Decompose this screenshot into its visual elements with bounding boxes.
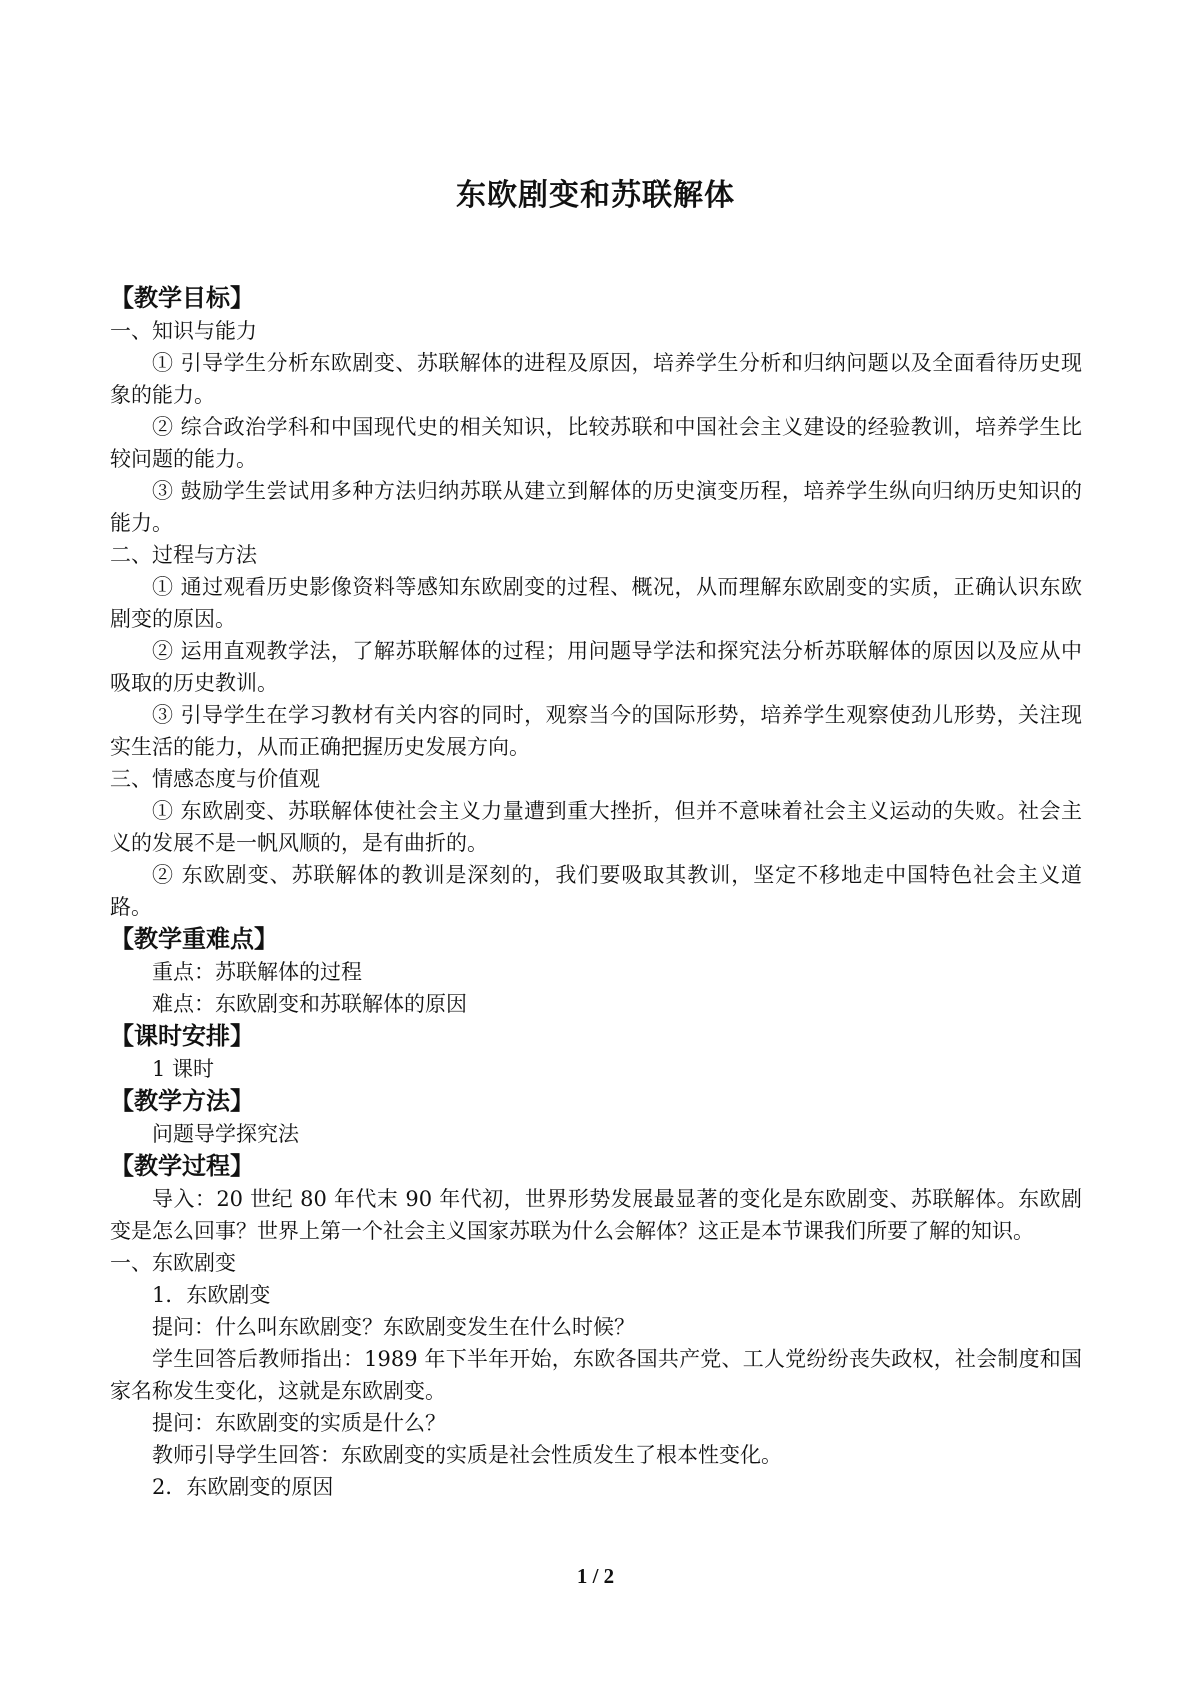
goal-item: ② 综合政治学科和中国现代史的相关知识，比较苏联和中国社会主义建设的经验教训，培养学生比较问题的能力。 <box>110 415 1082 471</box>
method-text: 问题导学探究法 <box>152 1122 299 1146</box>
section-heading-keypoints: 【教学重难点】 <box>110 925 278 953</box>
goal-item: ② 东欧剧变、苏联解体的教训是深刻的，我们要吸取其教训，坚定不移地走中国特色社会主义道路。 <box>110 863 1082 919</box>
subheading: 2．东欧剧变的原因 <box>152 1475 334 1499</box>
subsection-label-knowledge: 一、知识与能力 <box>110 319 257 343</box>
goal-item: ① 引导学生分析东欧剧变、苏联解体的进程及原因，培养学生分析和归纳问题以及全面看待历史现象的能力。 <box>110 351 1082 407</box>
section-heading-schedule: 【课时安排】 <box>110 1022 254 1050</box>
subsection-label-emotion: 三、情感态度与价值观 <box>110 767 320 791</box>
difficult-point: 难点：东欧剧变和苏联解体的原因 <box>152 992 467 1016</box>
intro-paragraph: 导入：20 世纪 80 年代末 90 年代初，世界形势发展最显著的变化是东欧剧变、苏联解体。东欧剧变是怎么回事？世界上第一个社会主义国家苏联为什么会解体？这正是本节课我们所要了解的知识。 <box>110 1187 1082 1243</box>
subheading: 1．东欧剧变 <box>152 1283 271 1307</box>
section-heading-procedure: 【教学过程】 <box>110 1152 254 1180</box>
schedule-text: 1 课时 <box>152 1057 215 1081</box>
subsection-label-process: 二、过程与方法 <box>110 543 257 567</box>
answer-text: 教师引导学生回答：东欧剧变的实质是社会性质发生了根本性变化。 <box>152 1443 782 1467</box>
goal-item: ① 东欧剧变、苏联解体使社会主义力量遭到重大挫折，但并不意味着社会主义运动的失败。社会主义的发展不是一帆风顺的，是有曲折的。 <box>110 799 1082 855</box>
part-label: 一、东欧剧变 <box>110 1251 236 1275</box>
question-text: 提问：东欧剧变的实质是什么？ <box>152 1411 446 1435</box>
goal-item: ③ 鼓励学生尝试用多种方法归纳苏联从建立到解体的历史演变历程，培养学生纵向归纳历史知识的能力。 <box>110 479 1082 535</box>
section-heading-method: 【教学方法】 <box>110 1087 254 1115</box>
section-heading-goals: 【教学目标】 <box>110 284 254 312</box>
key-point: 重点：苏联解体的过程 <box>152 960 362 984</box>
document-body <box>110 282 1082 1503</box>
goal-item: ③ 引导学生在学习教材有关内容的同时，观察当今的国际形势，培养学生观察使劲儿形势，关注现实生活的能力，从而正确把握历史发展方向。 <box>110 703 1082 759</box>
question-text: 提问：什么叫东欧剧变？东欧剧变发生在什么时候？ <box>152 1315 635 1339</box>
goal-item: ① 通过观看历史影像资料等感知东欧剧变的过程、概况，从而理解东欧剧变的实质，正确认识东欧剧变的原因。 <box>110 575 1082 631</box>
goal-item: ② 运用直观教学法，了解苏联解体的过程；用问题导学法和探究法分析苏联解体的原因以及应从中吸取的历史教训。 <box>110 639 1082 695</box>
answer-text: 学生回答后教师指出：1989 年下半年开始，东欧各国共产党、工人党纷纷丧失政权，社会制度和国家名称发生变化，这就是东欧剧变。 <box>110 1347 1082 1403</box>
document-title: 东欧剧变和苏联解体 <box>456 178 735 213</box>
page-indicator: 1 / 2 <box>576 1564 615 1588</box>
